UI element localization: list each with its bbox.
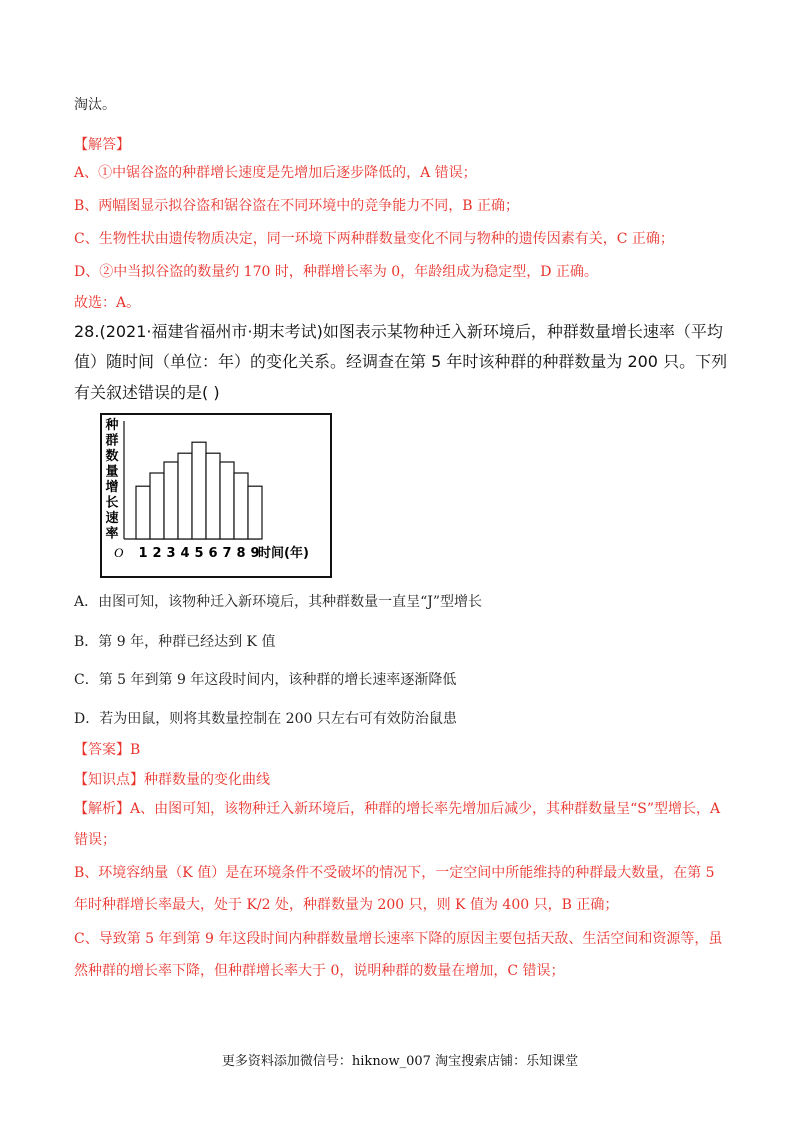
y-axis-label-char: 群 [105,433,119,449]
analysis-line-2: 错误； [74,832,116,848]
explanation-line-b: B、两幅图显示拟谷盗和锯谷盗在不同环境中的竞争能力不同，B 正确； [74,198,520,214]
bar-year-1 [136,486,150,539]
bar-year-5 [192,442,206,539]
y-axis-label-char: 长 [105,495,119,511]
question-line-2: 值）随时间（单位：年）的变化关系。经调查在第 5 年时该种群的种群数量为 200 只。下列 [74,352,728,371]
y-axis-label-char: 率 [105,526,119,542]
option-c: C．第 5 年到第 9 年这段时间内，该种群的增长速率逐渐降低 [74,672,457,688]
explanation-line-d: D、②中当拟谷盗的数量约 170 时，种群增长率为 0，年龄组成为稳定型，D 正确。 [74,264,598,280]
analysis-line-4: 年时种群增长率最大，处于 K/2 处，种群数量为 200 只，则 K 值为 400 只，B 正确； [74,897,619,913]
knowledge-point-line: 【知识点】种群数量的变化曲线 [74,772,270,788]
x-tick-label: 5 [194,546,204,561]
x-tick-label: 8 [236,546,246,561]
bar-year-2 [150,473,164,539]
question-line-1: 28.(2021·福建省福州市·期末考试)如图表示某物种迁入新环境后，种群数量增长速率（平均 [74,322,723,341]
y-axis-label [104,417,119,542]
conclusion-line: 故选：A。 [74,295,141,311]
y-axis-label-char: 种 [105,418,119,433]
x-tick-label: 2 [152,546,162,561]
y-axis-label-char: 数 [105,449,119,464]
x-tick-label: 9 [250,546,260,561]
x-tick-label: 7 [222,546,232,561]
y-axis-label-char: 增 [105,480,119,495]
tick-labels-group [138,546,259,561]
bar-year-3 [164,462,178,539]
explanation-line-c: C、生物性状由遗传物质决定，同一环境下两种群数量变化不同与物种的遗传因素有关，C 正确； [74,231,674,247]
x-tick-label: 3 [166,546,176,561]
x-tick-label: 4 [180,546,190,561]
chart-svg [100,413,332,578]
bar-year-9 [248,486,262,539]
text-line: 淘汰。 [74,97,116,113]
answer-line: 【答案】B [74,742,141,758]
section-heading-answer: 【解答】 [74,137,130,153]
analysis-line-6: 然种群的增长率下降，但种群增长率大于 0，说明种群的数量在增加，C 错误； [74,963,565,979]
x-tick-label: 1 [138,546,148,561]
origin-label: O [114,545,124,560]
option-a: A．由图可知，该物种迁入新环境后，其种群数量一直呈“J”型增长 [74,594,483,610]
analysis-line-1: 【解析】A、由图可知，该物种迁入新环境后，种群的增长率先增加后减少，其种群数量呈“S”型增长，A [74,801,721,817]
bar-year-7 [220,462,234,539]
y-axis-label-char: 量 [105,464,119,480]
bar-year-8 [234,473,248,539]
x-axis-label: 时间(年) [258,546,309,561]
bar-year-4 [178,453,192,539]
explanation-line-a: A、①中锯谷盗的种群增长速度是先增加后逐步降低的，A 错误； [74,165,477,181]
footer-note: 更多资料添加微信号：hiknow_007 淘宝搜索店铺：乐知课堂 [221,1054,579,1069]
option-b: B．第 9 年，种群已经达到 K 值 [74,634,276,650]
bar-chart [100,413,332,582]
option-d: D．若为田鼠，则将其数量控制在 200 只左右可有效防治鼠患 [74,711,457,727]
y-axis-label-char: 速 [105,511,119,526]
x-tick-label: 6 [208,546,218,561]
bar-year-6 [206,453,220,539]
analysis-line-3: B、环境容纳量（K 值）是在环境条件不受破坏的情况下，一定空间中所能维持的种群最大数量，在第 5 [74,865,715,881]
analysis-line-5: C、导致第 5 年到第 9 年这段时间内种群数量增长速率下降的原因主要包括天敌、生活空间和资源等，虽 [74,931,723,947]
question-line-3: 有关叙述错误的是( ) [74,383,220,402]
